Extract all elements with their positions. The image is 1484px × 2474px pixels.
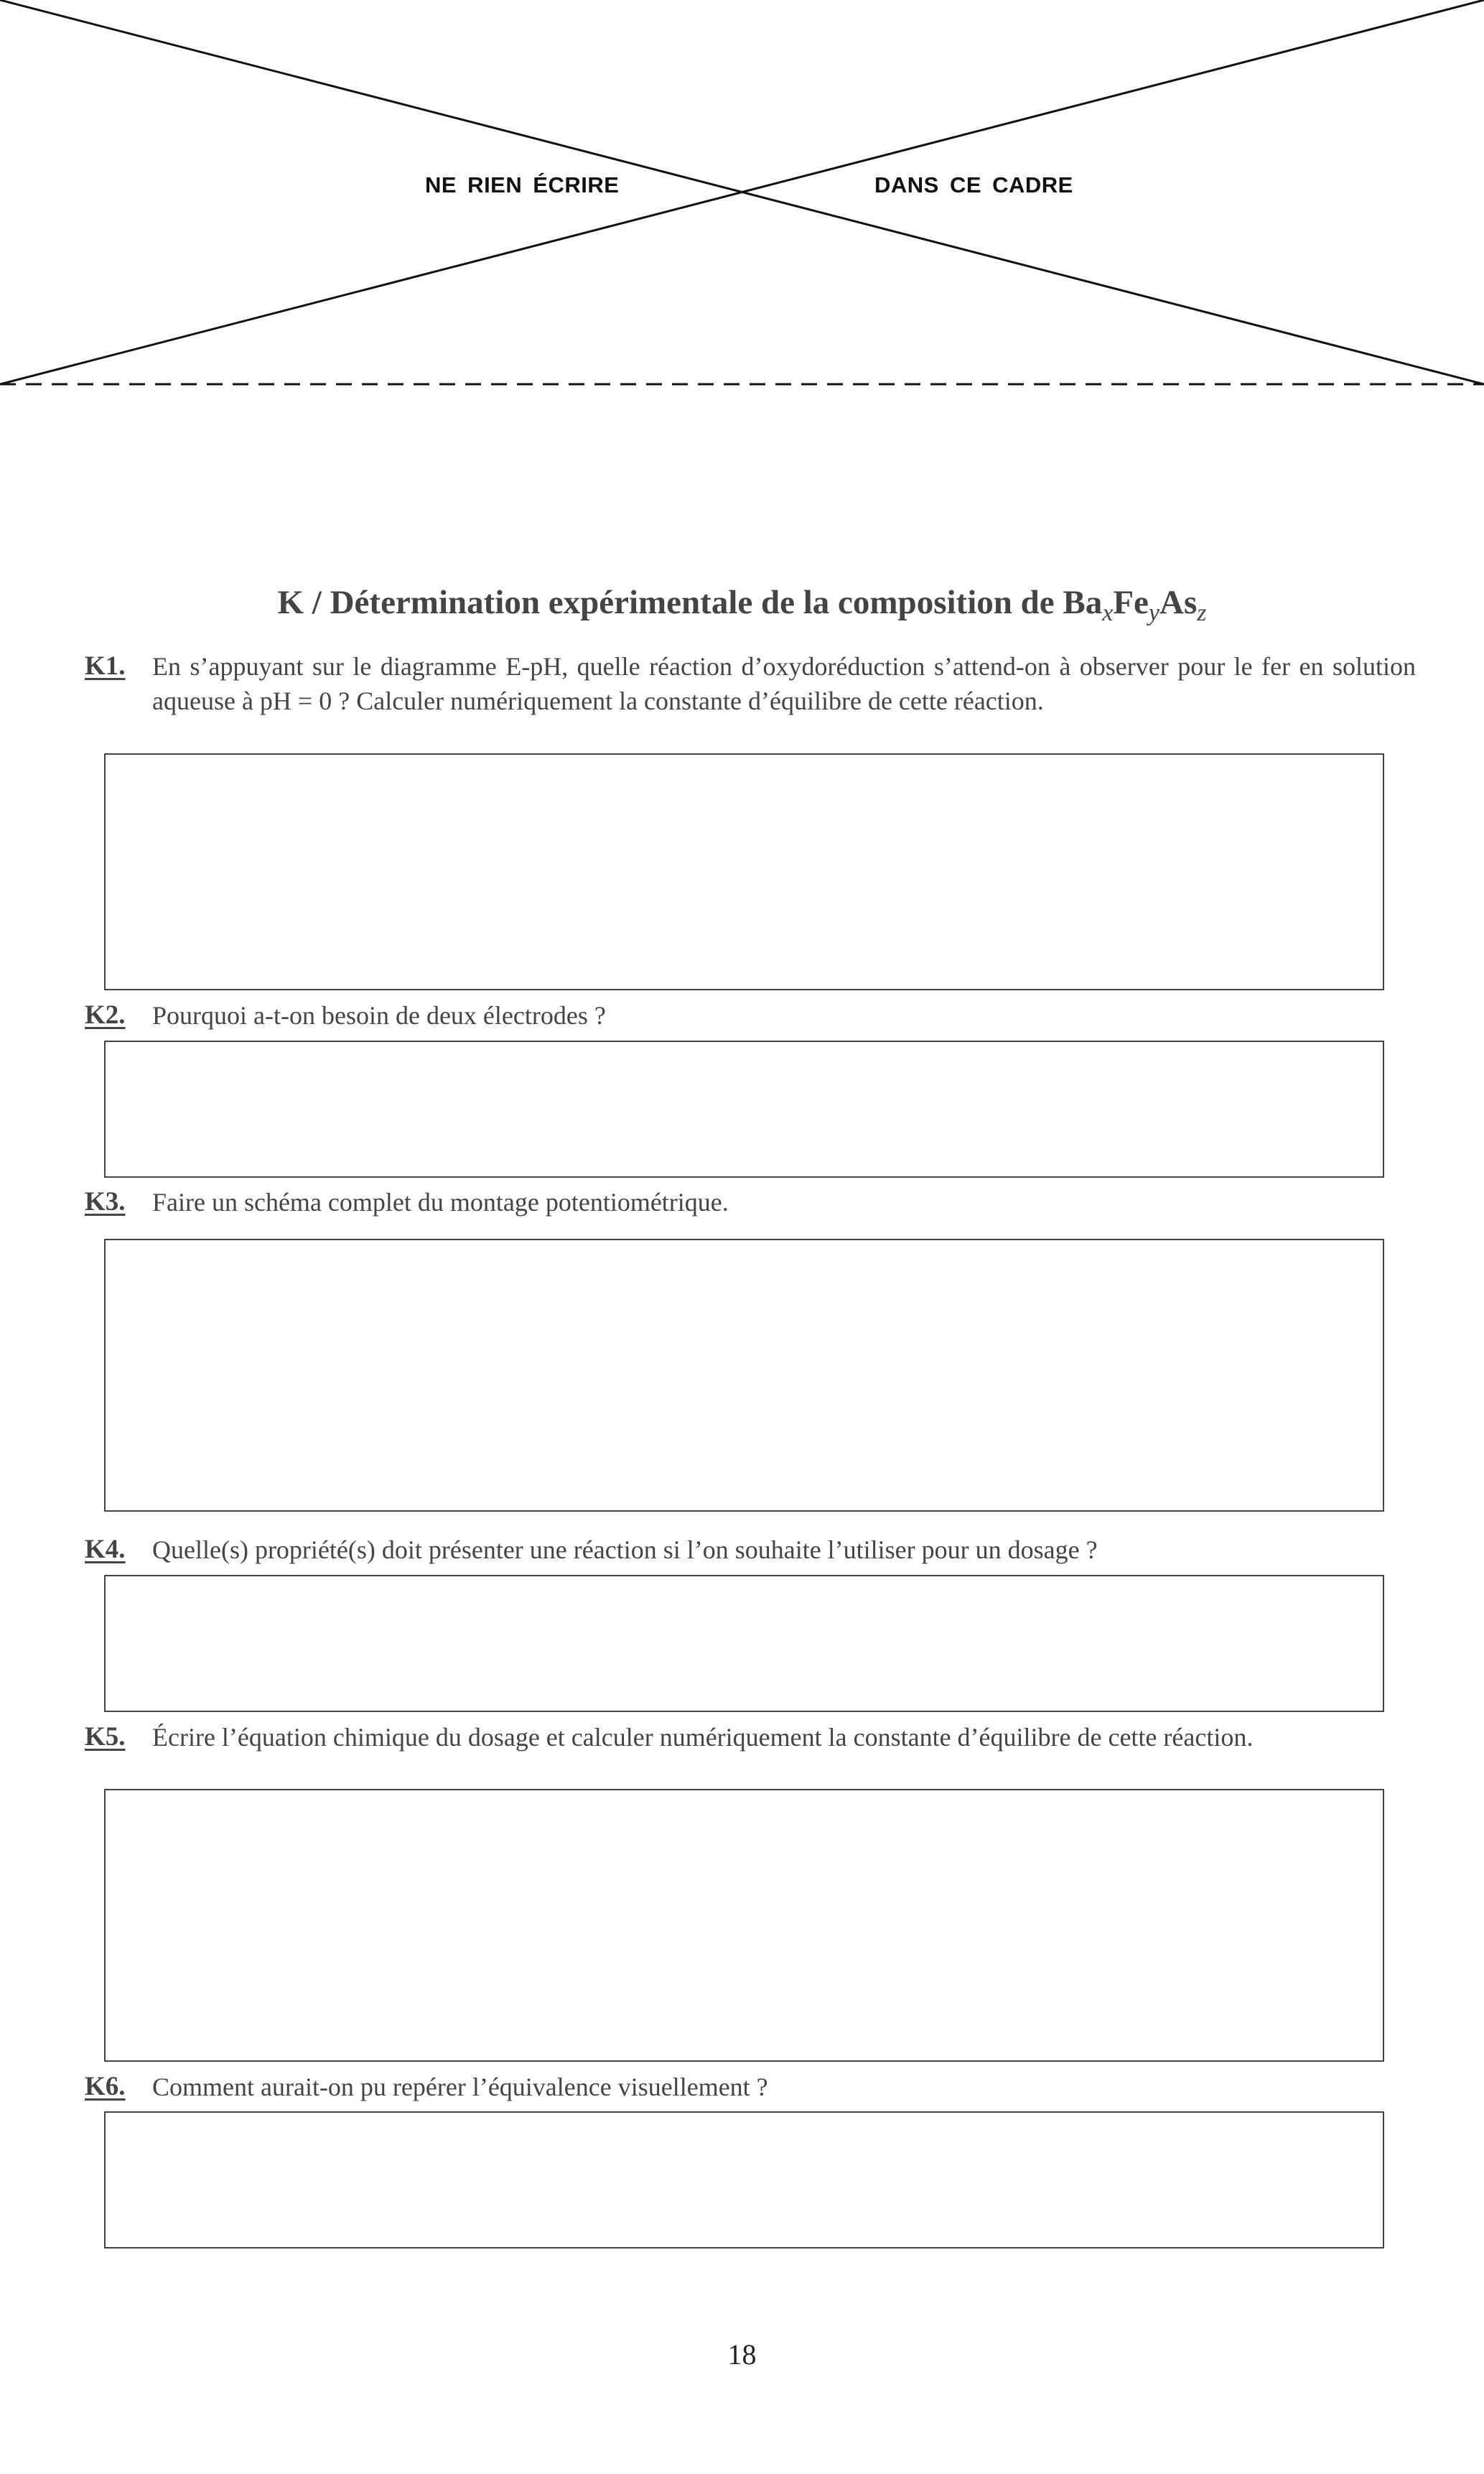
question-number: K3. [85, 1187, 126, 1217]
title-fe: Fe [1113, 584, 1149, 621]
answer-box-k4[interactable] [104, 1575, 1384, 1712]
question-text: Faire un schéma complet du montage potentiométrique. [152, 1188, 729, 1217]
question-text: En s’appuyant sur le diagramme E-pH, quelle réaction d’oxydoréduction s’attend-on à observer pour le fer en solution aqueuse à pH = 0 ? Calculer numériquement la constante d’équilibre de cette réaction. [152, 652, 1416, 715]
subscript-y: y [1148, 600, 1160, 626]
page-number: 18 [727, 2338, 757, 2371]
question-text: Quelle(s) propriété(s) doit présenter une réaction si l’on souhaite l’utiliser pour un dosage ? [152, 1535, 1098, 1564]
no-write-label-left: NE RIEN ÉCRIRE [425, 172, 620, 197]
section-title [0, 583, 1484, 627]
question-number: K4. [85, 1535, 126, 1564]
question-text: Comment aurait-on pu repérer l’équivalence visuellement ? [152, 2073, 768, 2101]
answer-box-k6[interactable] [104, 2111, 1384, 2249]
answer-box-k1[interactable] [104, 753, 1384, 990]
answer-box-k3[interactable] [104, 1239, 1384, 1512]
question-number: K5. [85, 1722, 126, 1752]
subscript-x: x [1102, 600, 1114, 626]
no-write-label-right: DANS CE CADRE [874, 172, 1073, 197]
subscript-z: z [1197, 600, 1207, 626]
question-number: K2. [85, 1000, 126, 1030]
question-number: K1. [85, 651, 126, 681]
title-as: As [1159, 584, 1198, 621]
question-text: Écrire l’équation chimique du dosage et calculer numériquement la constante d’équilibre de cette réaction. [152, 1723, 1254, 1752]
answer-box-k2[interactable] [104, 1041, 1384, 1178]
answer-box-k5[interactable] [104, 1789, 1384, 2062]
question-number: K6. [85, 2072, 126, 2101]
title-prefix: K / Détermination expérimentale de la composition de Ba [277, 584, 1103, 621]
do-not-write-frame [0, 0, 1484, 388]
question-text: Pourquoi a-t-on besoin de deux électrodes ? [152, 1001, 606, 1030]
